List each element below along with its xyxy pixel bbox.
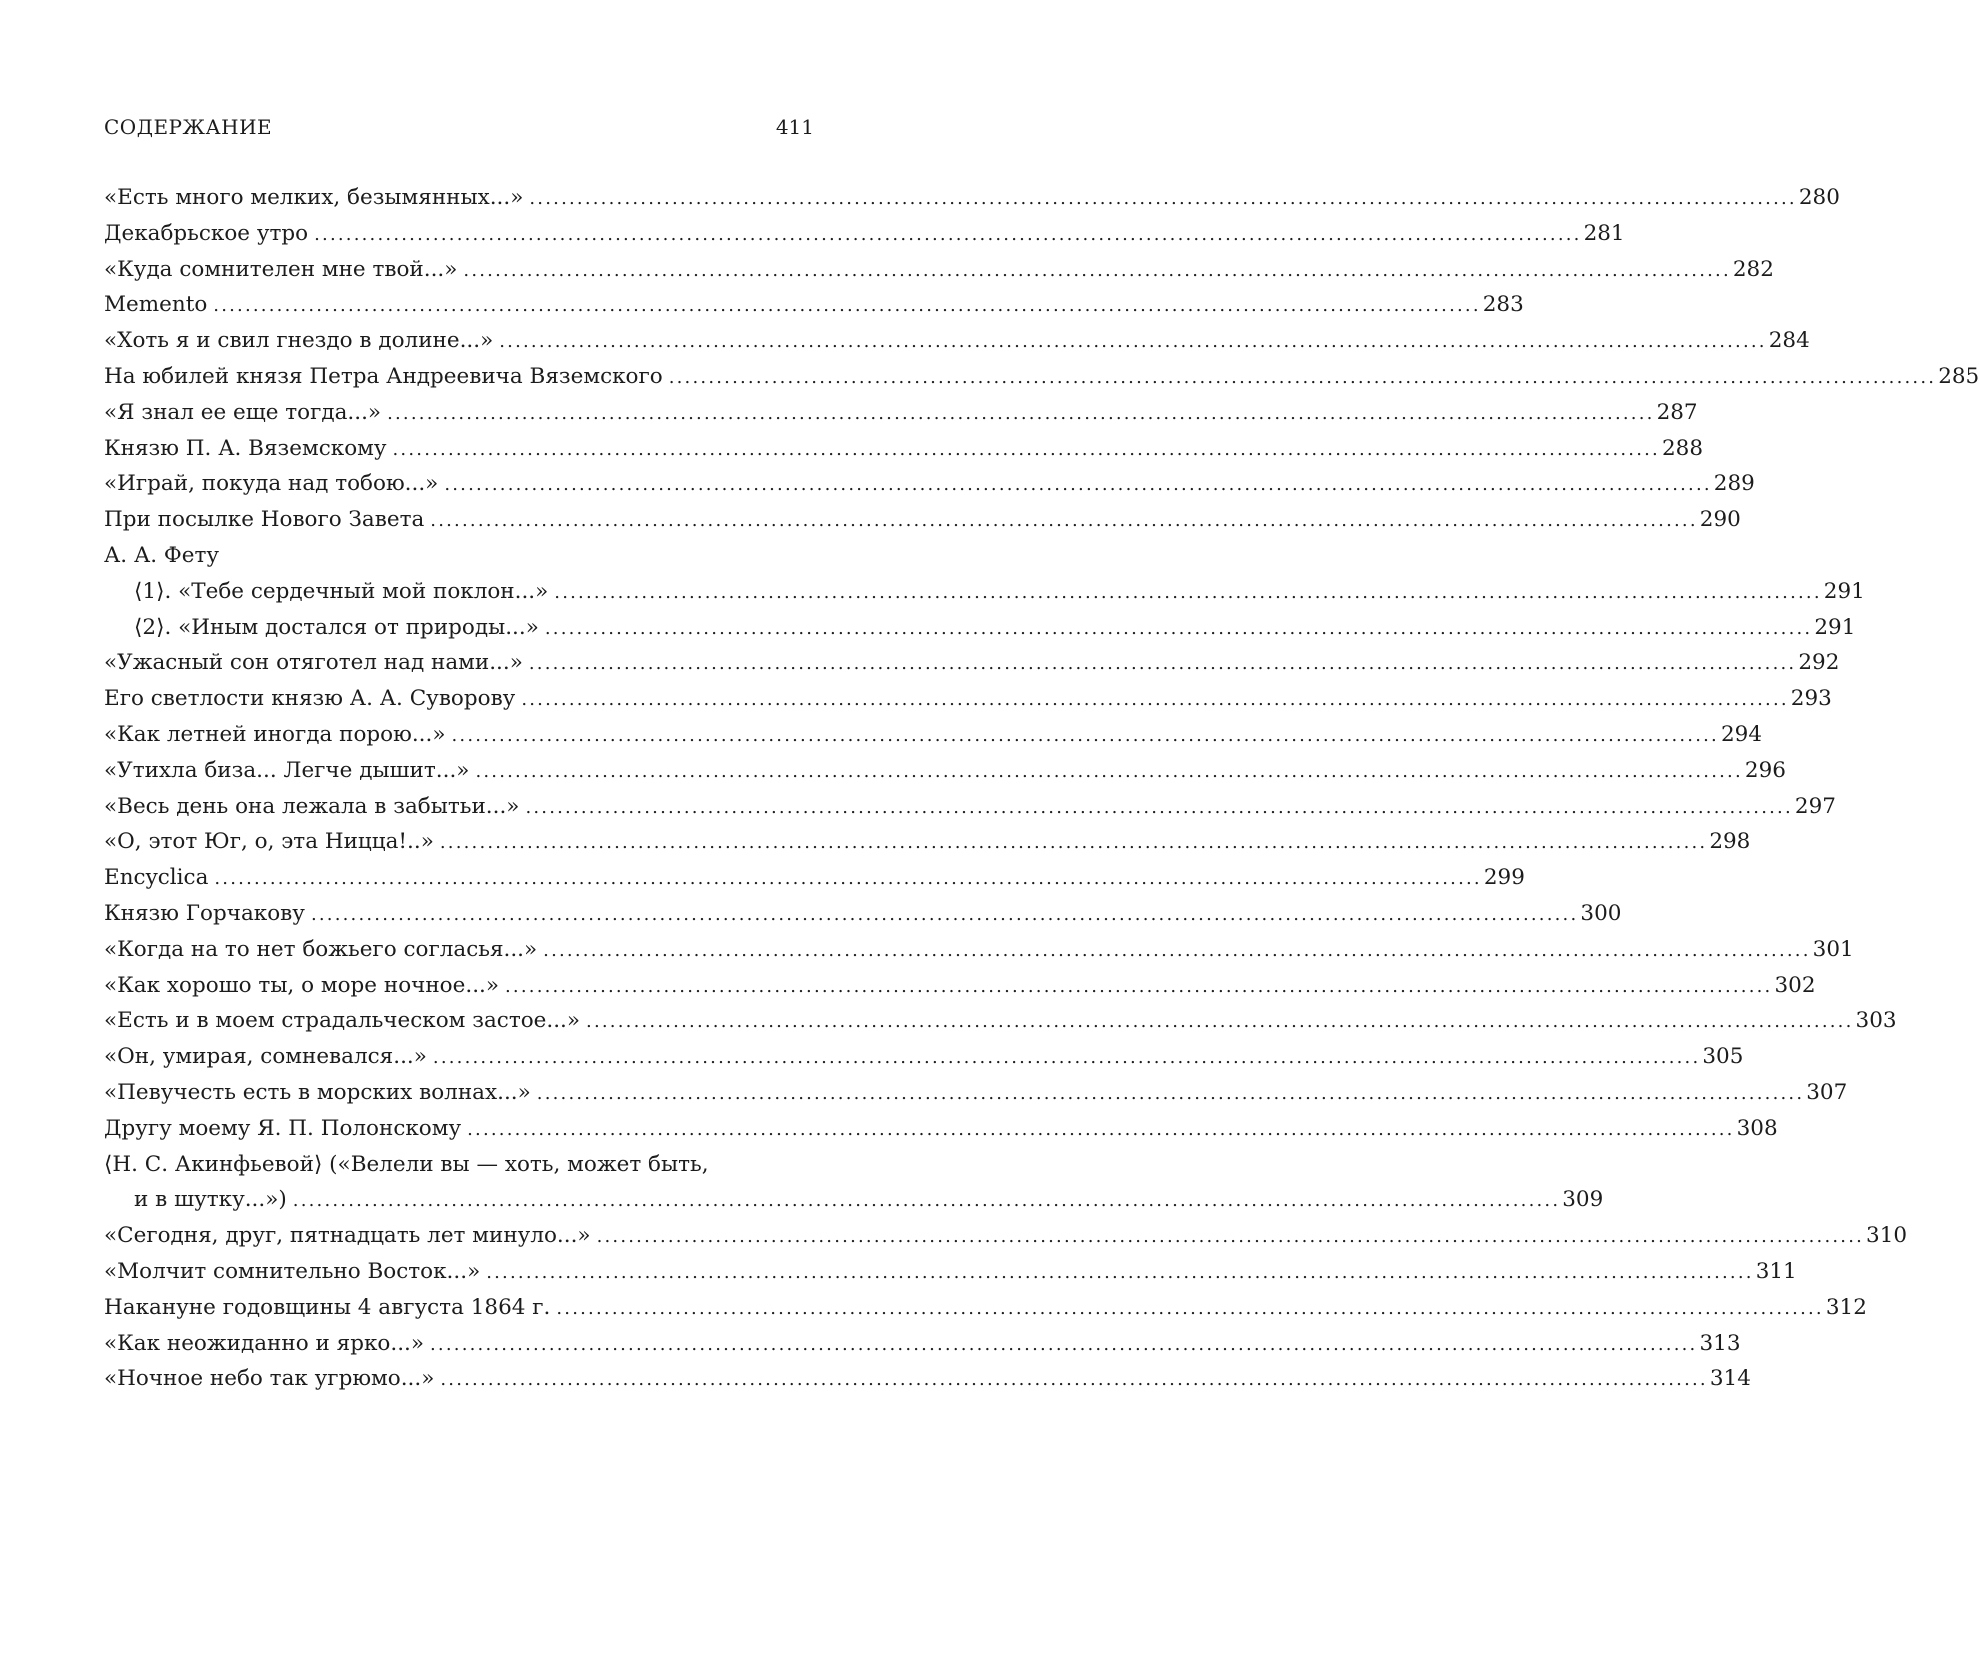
toc-entry-title: «Когда на то нет божьего согласья...» — [104, 936, 538, 962]
toc-leader-dots: ................................................................................................................................................................ — [529, 188, 1797, 209]
toc-entry-page: 311 — [1755, 1258, 1797, 1284]
toc-leader-dots: ................................................................................................................................................................ — [554, 581, 1822, 603]
toc-entry — [104, 789, 1836, 825]
toc-entry-title: «Сегодня, друг, пятнадцать лет минуло...» — [104, 1223, 591, 1249]
toc-entry-page: 309 — [1562, 1187, 1604, 1213]
toc-leader-dots: ................................................................................................................................................................ — [536, 1082, 1805, 1104]
toc-entry-page: 284 — [1768, 328, 1810, 354]
toc-entry-title: А. А. Фету — [104, 542, 220, 568]
toc-entry — [104, 431, 1704, 467]
toc-entry — [104, 574, 1865, 610]
toc-entry-title: «Как летней иногда порою...» — [104, 721, 446, 747]
toc-leader-dots: ................................................................................................................................................................ — [463, 259, 1731, 281]
toc-entry-page: 299 — [1483, 865, 1525, 891]
toc-leader-dots: ................................................................................................................................................................ — [586, 1011, 1854, 1033]
toc-entry — [104, 1111, 1778, 1147]
toc-entry-title: На юбилей князя Петра Андреевича Вяземского — [104, 363, 663, 389]
running-head — [104, 112, 814, 142]
toc-entry — [104, 1039, 1744, 1075]
toc-entry-page: 313 — [1699, 1330, 1741, 1356]
toc-leader-dots: ................................................................................................................................................................ — [314, 223, 1582, 245]
toc-entry-page: 308 — [1736, 1115, 1778, 1141]
toc-leader-dots: ................................................................................................................................................................ — [430, 1333, 1698, 1355]
toc-entry-page: 282 — [1732, 256, 1774, 282]
toc-entry — [104, 681, 1832, 717]
toc-entry — [104, 645, 1840, 681]
toc-entry-title: «Молчит сомнительно Восток...» — [104, 1258, 481, 1284]
toc-entry-title: ⟨2⟩. «Иным достался от природы...» — [134, 614, 539, 640]
toc-leader-dots: ................................................................................................................................................................ — [430, 510, 1698, 532]
toc-entry — [104, 180, 1840, 216]
toc-leader-dots: ................................................................................................................................................................ — [214, 868, 1482, 890]
toc-entry — [104, 1218, 1908, 1254]
toc-entry-title: «Хоть я и свил гнездо в долине...» — [104, 328, 494, 354]
toc-entry — [104, 1003, 1897, 1039]
toc-entry-page: 302 — [1774, 972, 1816, 998]
toc-entry-page: 293 — [1790, 686, 1832, 712]
toc-leader-dots: ................................................................................................................................................................ — [432, 1047, 1701, 1069]
toc-entry-page: 298 — [1709, 829, 1751, 855]
toc-leader-dots: ................................................................................................................................................................ — [292, 1190, 1561, 1212]
toc-section-heading — [104, 538, 814, 574]
toc-entry-title: ⟨Н. С. Акинфьевой⟩ («Велели вы — хоть, может быть, — [104, 1151, 709, 1177]
toc-entry — [104, 1075, 1848, 1111]
toc-entry-page: 296 — [1744, 757, 1786, 783]
toc-leader-dots: ................................................................................................................................................................ — [556, 1297, 1824, 1319]
toc-entry-page: 310 — [1866, 1223, 1908, 1249]
toc-entry — [104, 466, 1755, 502]
toc-entry-title: «Ужасный сон отяготел над нами...» — [104, 650, 523, 676]
running-head-title: СОДЕРЖАНИЕ — [104, 115, 273, 139]
toc-entry-title: «О, этот Юг, о, эта Ницца!..» — [104, 829, 434, 855]
toc-entry-page: 307 — [1806, 1079, 1848, 1105]
toc-entry — [104, 216, 1625, 252]
toc-entry — [104, 824, 1751, 860]
toc-entry-title: «Певучесть есть в морских волнах...» — [104, 1079, 531, 1105]
toc-entry — [104, 1147, 1604, 1219]
toc-leader-dots: ................................................................................................................................................................ — [467, 1118, 1735, 1140]
toc-entry — [104, 610, 1856, 646]
toc-leader-dots: ................................................................................................................................................................ — [310, 903, 1579, 925]
toc-entry-continuation — [104, 1182, 1604, 1218]
toc-leader-dots: ................................................................................................................................................................ — [486, 1261, 1754, 1283]
toc-entry-page: 280 — [1798, 185, 1840, 210]
toc-entry-page: 312 — [1825, 1294, 1867, 1320]
toc-leader-dots: ................................................................................................................................................................ — [544, 617, 1813, 639]
toc-entry-title-continuation: и в шутку...») — [134, 1187, 287, 1213]
toc-entry-title: «Как неожиданно и ярко...» — [104, 1330, 425, 1356]
toc-entry — [104, 502, 1741, 538]
toc-entry-title: «Есть и в моем страдальческом застое...» — [104, 1008, 581, 1034]
toc-entry — [104, 1290, 1867, 1326]
toc-leader-dots: ................................................................................................................................................................ — [528, 653, 1797, 675]
toc-entry — [104, 753, 1786, 789]
toc-entry-page: 281 — [1583, 220, 1625, 246]
page-number: 411 — [775, 115, 814, 139]
toc-entry-title: «Весь день она лежала в забытьи...» — [104, 793, 520, 819]
toc-entry — [104, 896, 1622, 932]
toc-entry-title: «Утихла биза... Легче дышит...» — [104, 757, 470, 783]
toc-entry-title: «Ночное небо так угрюмо...» — [104, 1366, 435, 1392]
toc-entry-title: «Как хорошо ты, о море ночное...» — [104, 972, 500, 998]
toc-entry-page: 301 — [1812, 936, 1854, 962]
toc-entry-page: 283 — [1482, 292, 1524, 318]
toc-leader-dots: ................................................................................................................................................................ — [387, 402, 1655, 424]
toc-leader-dots: ................................................................................................................................................................ — [475, 760, 1743, 782]
toc-leader-dots: ................................................................................................................................................................ — [525, 796, 1793, 818]
toc-leader-dots: ................................................................................................................................................................ — [444, 474, 1712, 496]
toc-leader-dots: ................................................................................................................................................................ — [596, 1226, 1865, 1248]
toc-entry — [104, 359, 1979, 395]
toc-leader-dots: ................................................................................................................................................................ — [505, 975, 1773, 997]
toc-leader-dots: ................................................................................................................................................................ — [499, 331, 1767, 353]
toc-entry-title: «Он, умирая, сомневался...» — [104, 1044, 427, 1070]
toc-entry-title: При посылке Нового Завета — [104, 507, 425, 533]
toc-entry — [104, 932, 1854, 968]
toc-entry-page: 303 — [1855, 1008, 1897, 1034]
toc-entry-page: 297 — [1794, 793, 1836, 819]
toc-leader-dots: ................................................................................................................................................................ — [439, 832, 1708, 854]
toc-entry-title: «Есть много мелких, безымянных...» — [104, 185, 524, 210]
toc-entry-page: 291 — [1814, 614, 1856, 640]
toc-entry-title: Memento — [104, 292, 208, 318]
toc-entry-title: Другу моему Я. П. Полонскому — [104, 1115, 462, 1141]
toc-entry-title: Его светлости князю А. А. Суворову — [104, 686, 516, 712]
toc-entry-page: 288 — [1661, 435, 1704, 461]
toc-entry-title: ⟨1⟩. «Тебе сердечный мой поклон...» — [134, 578, 549, 604]
toc-entry — [104, 287, 1524, 323]
toc-entry-title: «Играй, покуда над тобою...» — [104, 471, 439, 497]
toc-entry — [104, 395, 1698, 431]
toc-leader-dots: ................................................................................................................................................................ — [213, 295, 1481, 317]
table-of-contents — [104, 180, 1979, 1397]
toc-entry-title: Encyclica — [104, 865, 209, 891]
toc-entry-page: 285 — [1938, 363, 1979, 389]
toc-entry — [104, 717, 1763, 753]
toc-entry — [104, 1326, 1741, 1362]
toc-entry-page: 290 — [1699, 507, 1741, 533]
toc-entry — [104, 968, 1816, 1004]
toc-entry-page: 292 — [1798, 650, 1840, 676]
toc-entry-page: 305 — [1702, 1044, 1744, 1070]
toc-entry — [104, 323, 1810, 359]
toc-leader-dots: ................................................................................................................................................................ — [521, 689, 1789, 711]
toc-entry-title: Князю П. А. Вяземскому — [104, 435, 387, 461]
toc-leader-dots: ................................................................................................................................................................ — [668, 366, 1937, 388]
toc-entry — [104, 860, 1525, 896]
toc-entry-page: 291 — [1823, 578, 1865, 604]
toc-entry-title: Накануне годовщины 4 августа 1864 г. — [104, 1294, 551, 1320]
toc-entry-page: 287 — [1656, 399, 1698, 425]
toc-entry-title: Декабрьское утро — [104, 220, 309, 246]
toc-entry — [104, 1254, 1797, 1290]
toc-leader-dots: ................................................................................................................................................................ — [543, 939, 1811, 961]
toc-entry — [104, 252, 1774, 288]
toc-entry-title: Князю Горчакову — [104, 900, 305, 926]
toc-entry-title: «Куда сомнителен мне твой...» — [104, 256, 458, 282]
toc-leader-dots: ................................................................................................................................................................ — [451, 724, 1719, 746]
toc-entry-page: 300 — [1580, 900, 1622, 926]
toc-leader-dots: ................................................................................................................................................................ — [392, 438, 1660, 460]
toc-entry — [104, 1361, 1751, 1397]
toc-leader-dots: ................................................................................................................................................................ — [440, 1369, 1708, 1391]
toc-entry-page: 294 — [1720, 721, 1763, 747]
toc-entry-title: «Я знал ее еще тогда...» — [104, 399, 382, 425]
toc-entry-page: 289 — [1713, 471, 1755, 497]
toc-entry-page: 314 — [1709, 1366, 1751, 1392]
